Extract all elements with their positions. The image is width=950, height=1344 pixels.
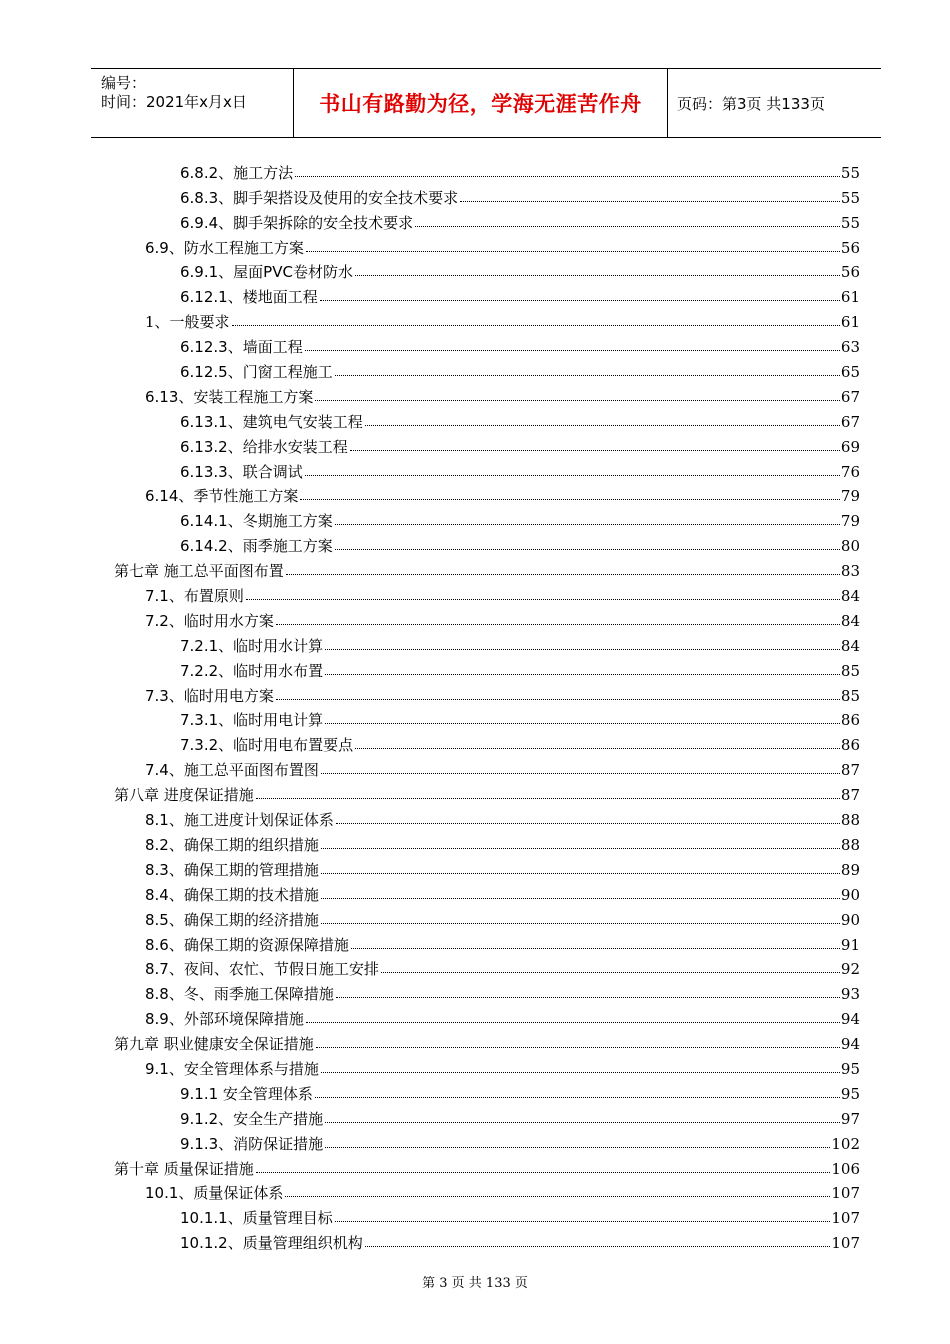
toc-entry[interactable] (0, 1202, 950, 1227)
toc-entry-title: 6.13.2、给排水安装工程 (180, 437, 348, 456)
toc-dot-leader (321, 772, 840, 774)
toc-entry[interactable] (0, 804, 950, 829)
toc-dot-leader (325, 673, 840, 675)
toc-entry[interactable] (0, 854, 950, 879)
toc-entry-page-number: 55 (840, 163, 860, 182)
toc-entry-title: 第十章 质量保证措施 (114, 1159, 254, 1178)
toc-entry-page-number: 95 (840, 1084, 860, 1103)
toc-dot-leader (415, 225, 840, 227)
toc-entry[interactable] (0, 331, 950, 356)
toc-entry-page-number: 84 (840, 611, 860, 630)
toc-dot-leader (276, 698, 840, 700)
toc-entry-title: 8.8、冬、雨季施工保障措施 (145, 985, 334, 1004)
toc-entry-page-number: 55 (840, 188, 860, 207)
toc-entry-page-number: 86 (840, 711, 860, 730)
toc-entry[interactable] (0, 306, 950, 331)
toc-entry[interactable] (0, 729, 950, 754)
toc-entry[interactable] (0, 879, 950, 904)
toc-dot-leader (321, 897, 840, 899)
toc-dot-leader (315, 1096, 840, 1098)
toc-entry[interactable] (0, 954, 950, 979)
toc-entry[interactable] (0, 381, 950, 406)
toc-dot-leader (315, 399, 840, 401)
toc-dot-leader (300, 498, 840, 500)
toc-entry-title: 8.4、确保工期的技术措施 (145, 885, 319, 904)
toc-dot-leader (256, 797, 840, 799)
header-motto: 书山有路勤为径，学海无涯苦作舟 (319, 92, 642, 116)
toc-entry-page-number: 88 (840, 835, 860, 854)
toc-entry[interactable] (0, 605, 950, 630)
toc-entry-page-number: 84 (840, 587, 860, 606)
toc-entry-title: 8.3、确保工期的管理措施 (145, 860, 319, 879)
toc-entry-title: 6.14.1、冬期施工方案 (180, 512, 333, 531)
page-header (91, 68, 881, 138)
toc-entry-page-number: 85 (840, 686, 860, 705)
toc-entry[interactable] (0, 431, 950, 456)
toc-entry-page-number: 79 (840, 487, 860, 506)
toc-entry-title: 7.4、施工总平面图布置图 (145, 761, 319, 780)
toc-entry-page-number: 102 (831, 1134, 860, 1153)
toc-entry-title: 7.3.1、临时用电计算 (180, 711, 324, 730)
toc-dot-leader (335, 523, 840, 525)
toc-entry-page-number: 107 (831, 1234, 860, 1253)
toc-entry[interactable] (0, 680, 950, 705)
toc-dot-leader (335, 548, 840, 550)
toc-entry-page-number: 89 (840, 860, 860, 879)
toc-entry-title: 8.1、施工进度计划保证体系 (145, 811, 334, 830)
toc-dot-leader (321, 1071, 840, 1073)
toc-entry[interactable] (0, 1227, 950, 1252)
toc-dot-leader (305, 474, 840, 476)
toc-entry[interactable] (0, 978, 950, 1003)
toc-entry-title: 9.1.2、安全生产措施 (180, 1109, 324, 1128)
toc-entry-page-number: 67 (840, 412, 860, 431)
toc-entry-title: 7.2.2、临时用水布置 (180, 661, 324, 680)
toc-entry-page-number: 83 (840, 562, 860, 581)
toc-dot-leader (351, 947, 840, 949)
toc-entry[interactable] (0, 580, 950, 605)
toc-entry[interactable] (0, 1053, 950, 1078)
toc-entry[interactable] (0, 1128, 950, 1153)
table-of-contents (0, 157, 950, 1252)
toc-entry-title: 10.1.1、质量管理目标 (180, 1209, 333, 1228)
toc-dot-leader (336, 996, 840, 998)
toc-entry[interactable] (0, 655, 950, 680)
toc-dot-leader (306, 250, 840, 252)
toc-entry-title: 7.3.2、临时用电布置要点 (180, 736, 354, 755)
toc-entry-title: 9.1.3、消防保证措施 (180, 1134, 324, 1153)
toc-entry[interactable] (0, 182, 950, 207)
toc-entry[interactable] (0, 904, 950, 929)
toc-entry-title: 6.9.1、屋面PVC卷材防水 (180, 263, 353, 282)
toc-entry[interactable] (0, 157, 950, 182)
toc-entry-title: 6.13、安装工程施工方案 (145, 387, 314, 406)
toc-entry[interactable] (0, 555, 950, 580)
toc-entry-page-number: 95 (840, 1059, 860, 1078)
toc-entry-title: 10.1、质量保证体系 (145, 1184, 284, 1203)
toc-dot-leader (355, 747, 840, 749)
toc-entry[interactable] (0, 1078, 950, 1103)
toc-entry-page-number: 69 (840, 437, 860, 456)
toc-dot-leader (460, 200, 840, 202)
toc-entry-title: 7.1、布置原则 (145, 587, 244, 606)
toc-entry[interactable] (0, 456, 950, 481)
toc-entry[interactable] (0, 1103, 950, 1128)
toc-entry[interactable] (0, 705, 950, 730)
toc-dot-leader (355, 274, 840, 276)
toc-entry-title: 8.5、确保工期的经济措施 (145, 910, 319, 929)
toc-entry-page-number: 107 (831, 1209, 860, 1228)
toc-entry-title: 6.13.1、建筑电气安装工程 (180, 412, 363, 431)
toc-entry-page-number: 86 (840, 736, 860, 755)
toc-entry-page-number: 91 (840, 935, 860, 954)
toc-dot-leader (285, 1195, 830, 1197)
toc-entry[interactable] (0, 257, 950, 282)
toc-entry[interactable] (0, 779, 950, 804)
toc-dot-leader (350, 449, 840, 451)
toc-entry-title: 第八章 进度保证措施 (114, 786, 254, 805)
toc-dot-leader (365, 1245, 831, 1247)
toc-entry-page-number: 87 (840, 786, 860, 805)
toc-entry[interactable] (0, 1153, 950, 1178)
toc-entry-title: 6.12.5、门窗工程施工 (180, 363, 333, 382)
toc-entry-page-number: 106 (831, 1159, 860, 1178)
toc-entry-title: 6.14、季节性施工方案 (145, 487, 299, 506)
toc-entry-title: 6.8.3、脚手架搭设及使用的安全技术要求 (180, 188, 459, 207)
toc-entry[interactable] (0, 1003, 950, 1028)
toc-entry-title: 6.8.2、施工方法 (180, 163, 294, 182)
toc-entry-title: 6.12.1、楼地面工程 (180, 288, 318, 307)
toc-entry-page-number: 56 (840, 238, 860, 257)
toc-entry[interactable] (0, 1028, 950, 1053)
toc-entry-title: 7.2.1、临时用水计算 (180, 636, 324, 655)
toc-entry-title: 8.7、夜间、农忙、节假日施工安排 (145, 960, 379, 979)
document-number-label: 编号： (101, 74, 147, 92)
header-left-cell (91, 69, 293, 137)
toc-entry-title: 6.9.4、脚手架拆除的安全技术要求 (180, 213, 414, 232)
toc-entry-page-number: 107 (831, 1184, 860, 1203)
toc-entry[interactable] (0, 1178, 950, 1203)
toc-entry[interactable] (0, 754, 950, 779)
toc-entry-title: 9.1.1 安全管理体系 (180, 1084, 313, 1103)
toc-dot-leader (325, 648, 840, 650)
toc-dot-leader (381, 971, 840, 973)
toc-dot-leader (325, 1121, 840, 1123)
toc-entry-title: 7.3、临时用电方案 (145, 686, 274, 705)
toc-entry-page-number: 87 (840, 761, 860, 780)
toc-entry-title: 9.1、安全管理体系与措施 (145, 1059, 319, 1078)
toc-dot-leader (320, 299, 840, 301)
toc-entry[interactable] (0, 929, 950, 954)
toc-entry-title: 8.6、确保工期的资源保障措施 (145, 935, 349, 954)
toc-entry-page-number: 65 (840, 363, 860, 382)
toc-dot-leader (305, 349, 840, 351)
toc-entry-page-number: 56 (840, 263, 860, 282)
toc-entry-title: 6.14.2、雨季施工方案 (180, 537, 333, 556)
toc-entry-page-number: 55 (840, 213, 860, 232)
header-motto-cell (293, 69, 668, 137)
toc-entry-page-number: 85 (840, 661, 860, 680)
toc-entry[interactable] (0, 406, 950, 431)
page-footer: 第 3 页 共 133 页 (422, 1276, 528, 1291)
toc-entry-title: 8.9、外部环境保障措施 (145, 1010, 304, 1029)
toc-entry-title: 第九章 职业健康安全保证措施 (114, 1035, 314, 1054)
header-page-cell (667, 69, 881, 137)
toc-entry[interactable] (0, 481, 950, 506)
toc-dot-leader (256, 1171, 831, 1173)
toc-entry-title: 6.9、防水工程施工方案 (145, 238, 304, 257)
toc-dot-leader (325, 1146, 830, 1148)
toc-entry-page-number: 61 (840, 288, 860, 307)
toc-entry-title: 6.12.3、墙面工程 (180, 338, 303, 357)
toc-entry-page-number: 93 (840, 985, 860, 1004)
toc-entry[interactable] (0, 356, 950, 381)
toc-entry-page-number: 80 (840, 537, 860, 556)
toc-entry-page-number: 61 (840, 313, 860, 332)
toc-entry[interactable] (0, 232, 950, 257)
toc-dot-leader (295, 175, 840, 177)
toc-dot-leader (335, 374, 840, 376)
toc-dot-leader (321, 872, 840, 874)
toc-entry-title: 10.1.2、质量管理组织机构 (180, 1234, 363, 1253)
toc-entry[interactable] (0, 281, 950, 306)
toc-entry-page-number: 92 (840, 960, 860, 979)
toc-entry-title: 第七章 施工总平面图布置 (114, 562, 284, 581)
toc-dot-leader (365, 424, 840, 426)
toc-dot-leader (336, 822, 840, 824)
toc-entry-page-number: 67 (840, 387, 860, 406)
toc-entry[interactable] (0, 530, 950, 555)
toc-entry-page-number: 94 (840, 1035, 860, 1054)
document-time-label: 时间：2021年x月x日 (101, 93, 247, 111)
toc-entry-page-number: 97 (840, 1109, 860, 1128)
toc-entry[interactable] (0, 630, 950, 655)
toc-dot-leader (321, 922, 840, 924)
toc-entry-page-number: 79 (840, 512, 860, 531)
toc-entry-title: 6.13.3、联合调试 (180, 462, 303, 481)
toc-entry-page-number: 76 (840, 462, 860, 481)
toc-entry-title: 7.2、临时用水方案 (145, 611, 274, 630)
toc-dot-leader (232, 324, 840, 326)
toc-dot-leader (306, 1021, 840, 1023)
header-page-info: 页码：第3页 共133页 (677, 94, 825, 113)
toc-entry-page-number: 63 (840, 338, 860, 357)
toc-dot-leader (286, 573, 840, 575)
toc-dot-leader (246, 598, 840, 600)
toc-entry[interactable] (0, 829, 950, 854)
toc-entry-page-number: 94 (840, 1010, 860, 1029)
toc-entry-page-number: 90 (840, 910, 860, 929)
toc-dot-leader (321, 847, 840, 849)
toc-dot-leader (335, 1220, 831, 1222)
toc-dot-leader (316, 1046, 840, 1048)
toc-entry-page-number: 88 (840, 811, 860, 830)
toc-entry-title: 1、一般要求 (145, 313, 230, 332)
toc-entry[interactable] (0, 207, 950, 232)
toc-entry-page-number: 90 (840, 885, 860, 904)
toc-entry-page-number: 84 (840, 636, 860, 655)
toc-dot-leader (325, 722, 840, 724)
toc-entry[interactable] (0, 505, 950, 530)
toc-dot-leader (276, 623, 840, 625)
toc-entry-title: 8.2、确保工期的组织措施 (145, 835, 319, 854)
